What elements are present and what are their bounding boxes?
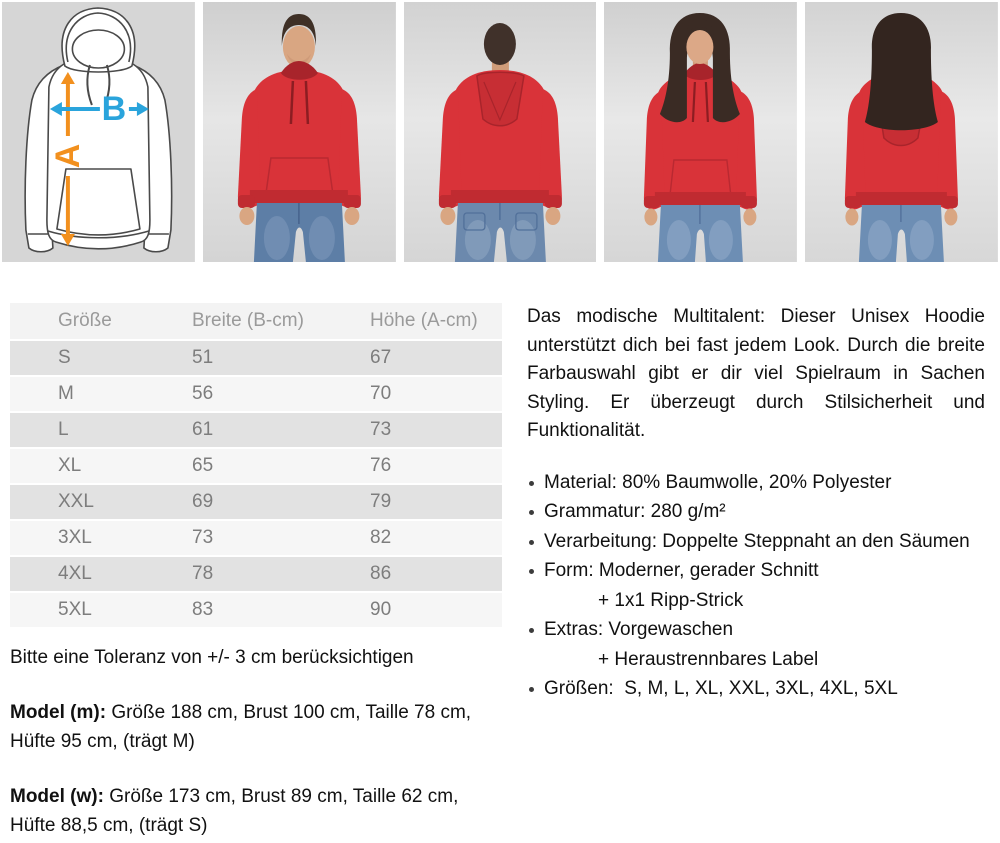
bullet-dot-icon: [529, 510, 534, 515]
header-size: Größe: [58, 310, 112, 331]
description-column: [527, 303, 985, 840]
model-w-note: [10, 782, 502, 840]
hoodie-diagram-graphic: [2, 2, 195, 262]
model-w-text: Größe 173 cm, Brust 89 cm, Taille 62 cm, Hüfte 88,5 cm, (trägt S): [10, 786, 459, 836]
table-row: M 56 70: [10, 377, 502, 413]
product-description: Das modische Multitalent: Dieser Unisex Hoodie unterstützt dich bei fast jedem Look. Durch die breite Farbauswahl gibt er dir viel Spielraum in Sachen Styling. Er überzeugt durch Stilsicherheit und Funktionalität.: [527, 306, 985, 441]
photo-man-front: [203, 2, 396, 262]
size-table-header-row: [10, 303, 502, 341]
feature-grammatur: Grammatur: 280 g/m²: [527, 497, 985, 527]
feature-form: Form: Moderner, gerader Schnitt: [527, 556, 985, 586]
feature-verarbeitung: Verarbeitung: Doppelte Steppnaht an den Säumen: [527, 527, 985, 557]
table-row: S 51 67: [10, 341, 502, 377]
woman-back-graphic: [805, 2, 998, 262]
measure-label-a: A: [48, 143, 87, 169]
feature-material: Material: 80% Baumwolle, 20% Polyester: [527, 468, 985, 498]
feature-extras: Extras: Vorgewaschen: [527, 615, 985, 645]
photo-man-back: [404, 2, 597, 262]
model-m-note: [10, 698, 502, 756]
table-row: 4XL 78 86: [10, 557, 502, 593]
feature-form-continuation: + 1x1 Ripp-Strick: [598, 589, 744, 611]
model-w-label: Model (w):: [10, 786, 104, 807]
bullet-dot-icon: [529, 481, 534, 486]
woman-front-graphic: [604, 2, 797, 262]
size-info-column: [10, 303, 502, 840]
table-row: 5XL 83 90: [10, 593, 502, 629]
feature-groessen: Größen: S, M, L, XL, XXL, 3XL, 4XL, 5XL: [527, 674, 985, 704]
model-m-text: Größe 188 cm, Brust 100 cm, Taille 78 cm, Hüfte 95 cm, (trägt M): [10, 702, 472, 752]
tolerance-note: Bitte eine Toleranz von +/- 3 cm berücksichtigen: [10, 647, 414, 668]
table-row: XXL 69 79: [10, 485, 502, 521]
size-measurement-diagram: [2, 2, 195, 262]
table-row: 3XL 73 82: [10, 521, 502, 557]
feature-list: [527, 468, 985, 704]
table-row: XL 65 76: [10, 449, 502, 485]
man-back-graphic: [404, 2, 597, 262]
header-height: Höhe (A-cm): [370, 310, 478, 331]
bullet-dot-icon: [529, 687, 534, 692]
photo-woman-back: [805, 2, 998, 262]
bullet-dot-icon: [529, 628, 534, 633]
header-width: Breite (B-cm): [192, 310, 304, 331]
product-photos-row: [0, 0, 1000, 262]
size-table: [10, 303, 502, 629]
product-info: [0, 303, 1000, 840]
bullet-dot-icon: [529, 569, 534, 574]
table-row: L 61 73: [10, 413, 502, 449]
man-front-graphic: [203, 2, 396, 262]
photo-woman-front: [604, 2, 797, 262]
measure-label-b: B: [101, 90, 127, 128]
feature-extras-continuation: + Heraustrennbares Label: [598, 648, 819, 670]
bullet-dot-icon: [529, 540, 534, 545]
model-m-label: Model (m):: [10, 702, 107, 723]
